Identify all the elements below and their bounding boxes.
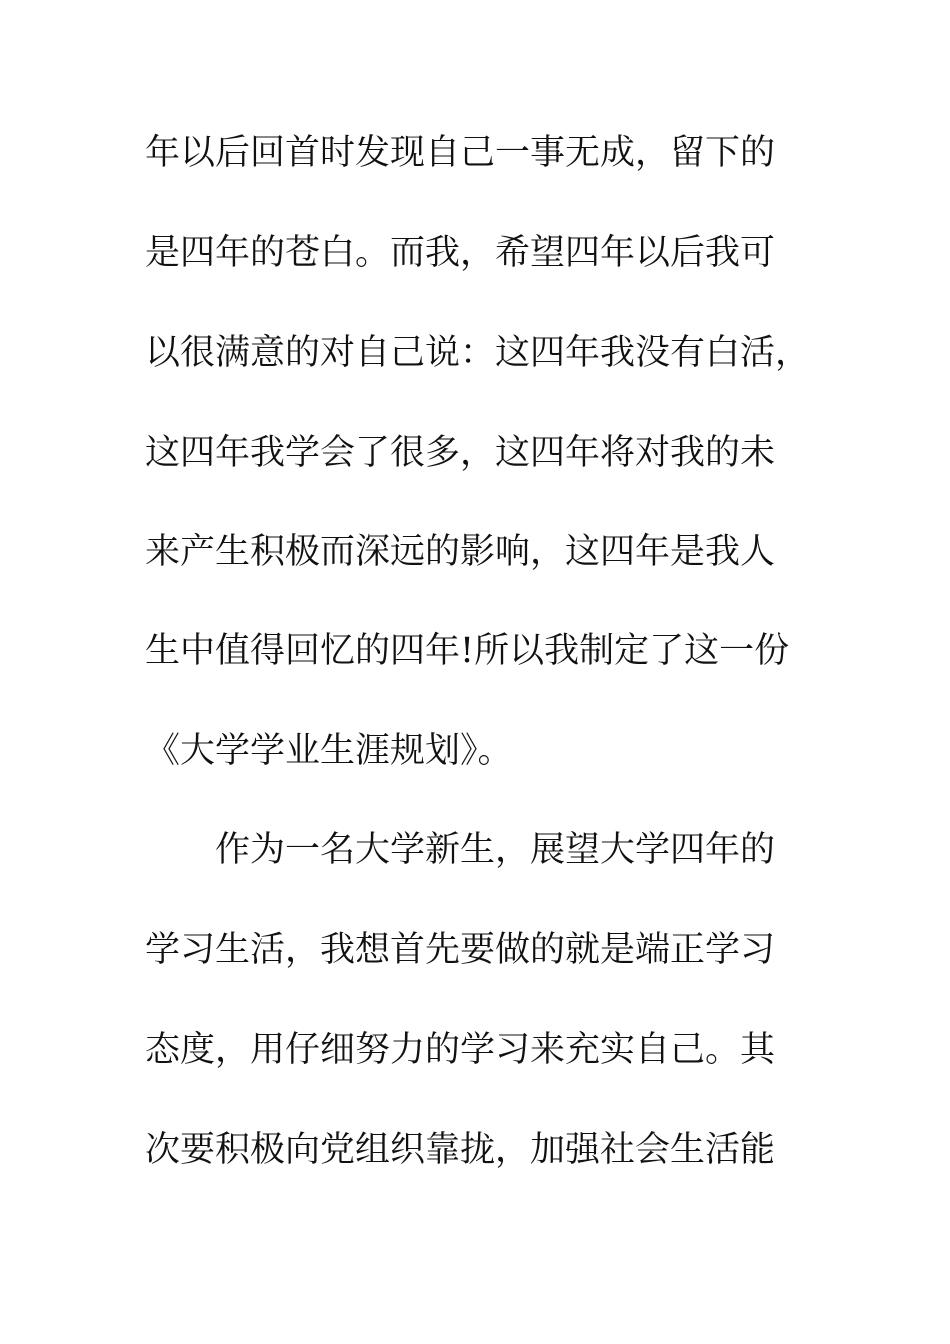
text-line-5: 来产生积极而深远的影响，这四年是我人: [145, 532, 776, 572]
text-line-1: 年以后回首时发现自己一事无成，留下的: [145, 133, 776, 173]
text-line-4: 这四年我学会了很多，这四年将对我的未: [145, 433, 776, 473]
text-line-7: 《大学学业生涯规划》。: [145, 731, 513, 771]
text-line-3: 以很满意的对自己说：这四年我没有白活，: [145, 333, 811, 373]
text-line-11: 次要积极向党组织靠拢，加强社会生活能: [145, 1130, 776, 1170]
text-line-9: 学习生活，我想首先要做的就是端正学习: [145, 930, 776, 970]
text-line-6: 生中值得回忆的四年!所以我制定了这一份: [145, 631, 790, 671]
text-line-10: 态度，用仔细努力的学习来充实自己。其: [145, 1030, 776, 1070]
text-line-2: 是四年的苍白。而我，希望四年以后我可: [145, 233, 776, 273]
paragraph-first-line: 作为一名大学新生，展望大学四年的: [215, 830, 776, 870]
